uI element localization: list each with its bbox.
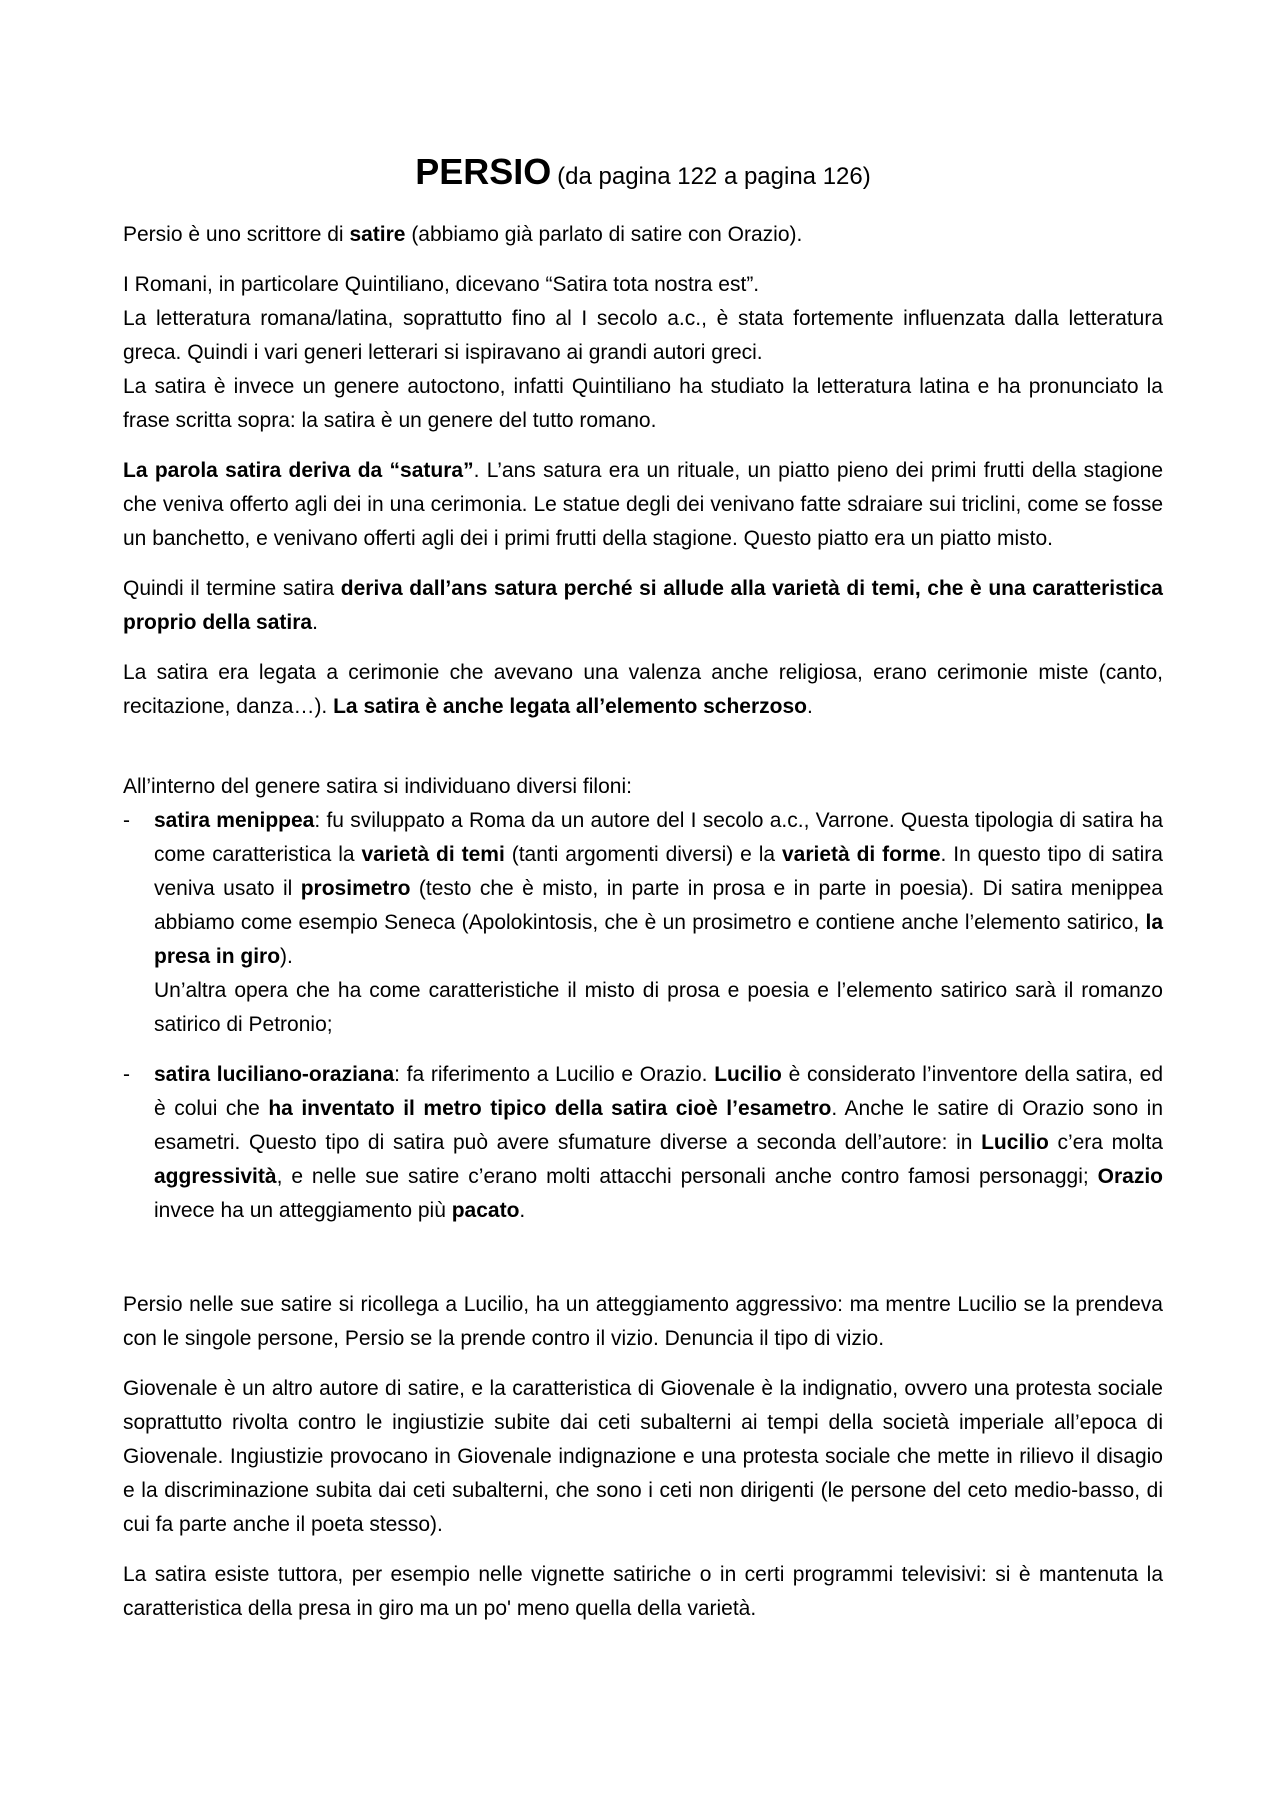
termine-bold: deriva dall’ans satura perché si allude alla varietà di temi, che è una caratteristica proprio della satira: [123, 577, 1163, 634]
cerimonie-text: La satira era legata a cerimonie che avevano una valenza anche religiosa, erano cerimonie miste (canto, recitazione, danza…).: [123, 661, 1163, 718]
luciliano-term: satira luciliano-oraziana: [154, 1063, 395, 1086]
luciliano-bold: pacato: [451, 1199, 520, 1222]
luciliano-bold: aggressività: [154, 1165, 277, 1188]
list-item-menippea: [123, 804, 1163, 1042]
menippea-text: ).: [280, 945, 293, 968]
menippea-bold: prosimetro: [300, 877, 411, 900]
luciliano-bold: Lucilio: [714, 1063, 782, 1086]
menippea-text: . In questo tipo di satira veniva usato il: [154, 843, 1163, 900]
romani-paragraph: [123, 268, 1163, 438]
intro-paragraph: [123, 218, 1163, 252]
cerimonie-bold: La satira è anche legata all’elemento scherzoso: [333, 695, 807, 718]
luciliano-text: invece ha un atteggiamento più: [154, 1199, 452, 1222]
intro-text: Persio è uno scrittore di: [123, 223, 350, 246]
termine-text-end: .: [312, 611, 318, 634]
list-dash: -: [123, 1063, 130, 1086]
menippea-extra: Un’altra opera che ha come caratteristiche il misto di prosa e poesia e l’elemento satirico sarà il romanzo satirico di Petronio;: [154, 979, 1163, 1036]
cerimonie-text-end: .: [806, 695, 813, 718]
page-title: [123, 150, 1163, 200]
luciliano-bold: Lucilio: [981, 1131, 1049, 1154]
giovenale-paragraph: Giovenale è un altro autore di satire, e la caratteristica di Giovenale è la indignatio, ovvero una protesta sociale soprattutto rivolta contro le ingiustizie subite dai ceti subalterni ai tempi della società imperiale all’epoca di Giovenale. Ingiustizie provocano in Giovenale indignazione e una protesta sociale che mette in rilievo il disagio e la discriminazione subita dai ceti subalterni, che sono i ceti non dirigenti (le persone del ceto medio-basso, di cui fa parte anche il poeta stesso).: [123, 1377, 1163, 1536]
luciliano-text: è considerato l’inventore della satira, ed è colui che: [154, 1063, 1163, 1120]
menippea-bold: la presa in giro: [154, 911, 1163, 968]
luciliano-text: . Anche le satire di Orazio sono in esametri. Questo tipo di satira può avere sfumature diverse a seconda dell’autore: in: [154, 1097, 1164, 1154]
document-page: [123, 150, 1163, 1642]
intro-bold: satire: [349, 223, 406, 246]
etimologia-paragraph: [123, 454, 1163, 556]
luciliano-bold: ha inventato il metro tipico della satira cioè l’esametro: [268, 1097, 832, 1120]
romani-line-2: La letteratura romana/latina, soprattutto fino al I secolo a.c., è stata fortemente influenzata dalla letteratura greca. Quindi i vari generi letterari si ispiravano ai grandi autori greci.: [123, 307, 1163, 364]
menippea-text: (testo che è misto, in parte in prosa e in parte in poesia). Di satira menippea abbiamo come esempio Seneca (Apolokintosis, che è un prosimetro e contiene anche l’elemento satirico,: [154, 877, 1163, 934]
spacer: [123, 1244, 1163, 1288]
termine-text: Quindi il termine satira: [123, 577, 341, 600]
spacer: [123, 740, 1163, 770]
title-subtitle: (da pagina 122 a pagina 126): [557, 163, 871, 190]
persio-lucilio-paragraph: Persio nelle sue satire si ricollega a Lucilio, ha un atteggiamento aggressivo: ma mentre Lucilio se la prendeva con le singole persone, Persio se la prende contro il vizio. Denuncia il tipo di vizio.: [123, 1293, 1163, 1350]
list-item-luciliano: [123, 1058, 1163, 1228]
termine-paragraph: [123, 572, 1163, 640]
etimologia-text: . L’ans satura era un rituale, un piatto pieno dei primi frutti della stagione che veniva offerto agli dei in una cerimonia. Le statue degli dei venivano fatte sdraiare sui triclini, come se fosse un banchetto, e venivano offerti agli dei i primi frutti della stagione. Questo piatto era un piatto misto.: [123, 459, 1163, 550]
menippea-text: (tanti argomenti diversi) e la: [504, 843, 782, 866]
romani-line-1: I Romani, in particolare Quintiliano, dicevano “Satira tota nostra est”.: [123, 273, 760, 296]
list-dash: -: [123, 809, 130, 832]
etimologia-bold: La parola satira deriva da “satura”: [123, 459, 474, 482]
filoni-intro: All’interno del genere satira si individuano diversi filoni:: [123, 775, 632, 798]
luciliano-text: : fa riferimento a Lucilio e Orazio.: [394, 1063, 715, 1086]
oggi-paragraph: La satira esiste tuttora, per esempio nelle vignette satiriche o in certi programmi televisivi: si è mantenuta la caratteristica della presa in giro ma un po' meno quella della varietà.: [123, 1563, 1163, 1620]
luciliano-text: , e nelle sue satire c’erano molti attacchi personali anche contro famosi personaggi;: [276, 1165, 1098, 1188]
cerimonie-paragraph: [123, 656, 1163, 724]
luciliano-bold: Orazio: [1097, 1165, 1163, 1188]
romani-line-3: La satira è invece un genere autoctono, infatti Quintiliano ha studiato la letteratura latina e ha pronunciato la frase scritta sopra: la satira è un genere del tutto romano.: [123, 375, 1163, 432]
menippea-bold: varietà di temi: [361, 843, 505, 866]
title-main: PERSIO: [415, 151, 552, 192]
menippea-term: satira menippea: [154, 809, 315, 832]
menippea-bold: varietà di forme: [781, 843, 941, 866]
intro-text-end: (abbiamo già parlato di satire con Orazio).: [405, 223, 803, 246]
luciliano-text: c’era molta: [1048, 1131, 1163, 1154]
luciliano-text: .: [519, 1199, 526, 1222]
menippea-text: : fu sviluppato a Roma da un autore del I secolo a.c., Varrone. Questa tipologia di satira ha come caratteristica la: [154, 809, 1163, 866]
